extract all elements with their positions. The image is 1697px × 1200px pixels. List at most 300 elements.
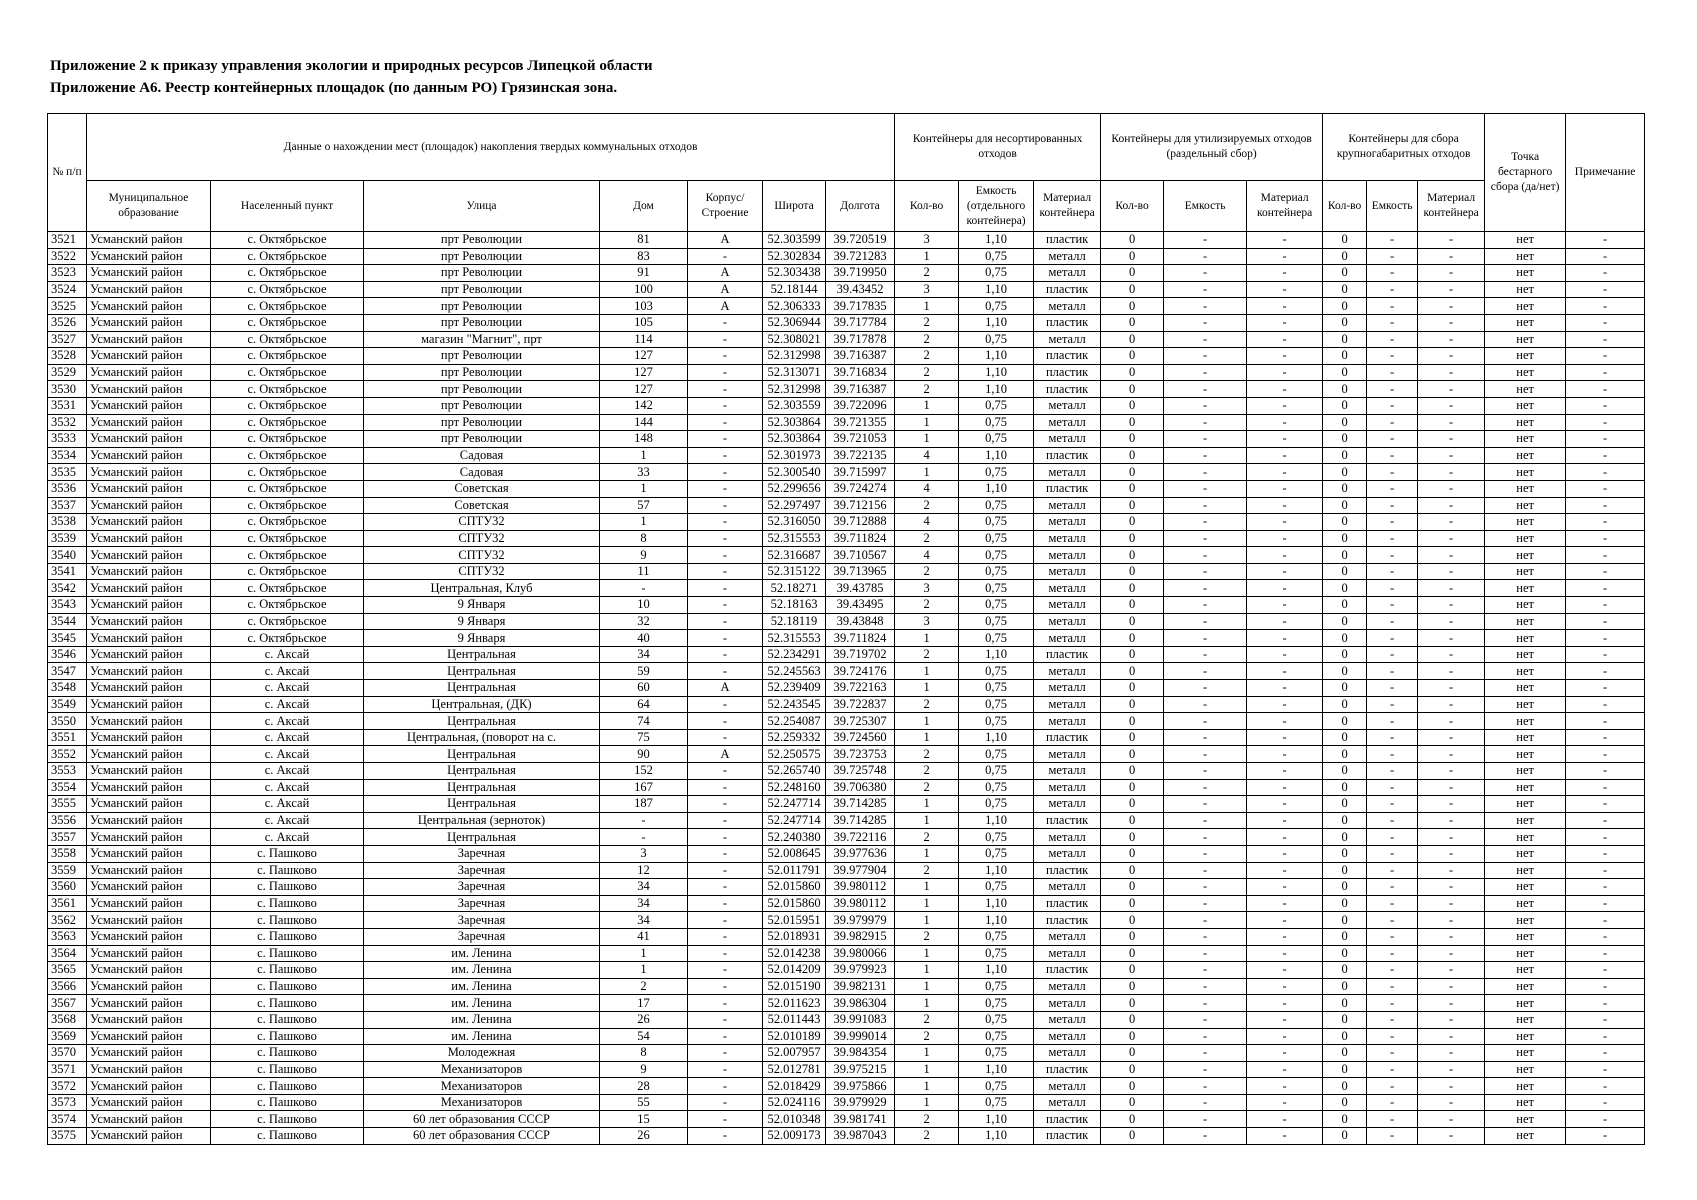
settlement-cell: с. Октябрьское — [211, 248, 364, 265]
recycled-material-cell: - — [1247, 613, 1323, 630]
building-cell: - — [688, 713, 763, 730]
building-cell: - — [688, 1128, 763, 1145]
recycled-capacity-cell: - — [1164, 962, 1247, 979]
table-row — [48, 995, 1645, 1012]
house-cell: 1 — [600, 480, 688, 497]
unsorted-count-cell: 2 — [895, 1011, 959, 1028]
num-cell: 3563 — [48, 928, 87, 945]
bulky-count-cell: 0 — [1323, 746, 1367, 763]
unsorted-capacity-cell: 0,75 — [959, 845, 1034, 862]
note-cell: - — [1566, 928, 1645, 945]
recycled-material-cell: - — [1247, 1078, 1323, 1095]
bulky-count-cell: 0 — [1323, 845, 1367, 862]
latitude-cell: 52.014238 — [763, 945, 826, 962]
containerless-cell: нет — [1485, 895, 1566, 912]
bulky-material-cell: - — [1418, 746, 1485, 763]
house-cell: 34 — [600, 912, 688, 929]
recycled-capacity-cell: - — [1164, 364, 1247, 381]
bulky-material-cell: - — [1418, 630, 1485, 647]
street-cell: Молодежная — [364, 1045, 600, 1062]
settlement-cell: с. Пашково — [211, 1061, 364, 1078]
house-cell: 91 — [600, 265, 688, 282]
bulky-material-cell: - — [1418, 680, 1485, 697]
table-row — [48, 364, 1645, 381]
latitude-cell: 52.015860 — [763, 895, 826, 912]
recycled-capacity-cell: - — [1164, 945, 1247, 962]
bulky-capacity-cell: - — [1367, 580, 1418, 597]
recycled-capacity-cell: - — [1164, 431, 1247, 448]
header-street: Улица — [364, 181, 600, 232]
recycled-material-cell: - — [1247, 314, 1323, 331]
containerless-cell: нет — [1485, 713, 1566, 730]
table-row — [48, 281, 1645, 298]
unsorted-count-cell: 2 — [895, 696, 959, 713]
municipality-cell: Усманский район — [87, 895, 211, 912]
bulky-count-cell: 0 — [1323, 1128, 1367, 1145]
longitude-cell: 39.721355 — [826, 414, 895, 431]
street-cell: СПТУ32 — [364, 547, 600, 564]
building-cell: - — [688, 348, 763, 365]
recycled-capacity-cell: - — [1164, 680, 1247, 697]
building-cell: А — [688, 265, 763, 282]
municipality-cell: Усманский район — [87, 414, 211, 431]
bulky-material-cell: - — [1418, 646, 1485, 663]
note-cell: - — [1566, 431, 1645, 448]
recycled-material-cell: - — [1247, 945, 1323, 962]
unsorted-count-cell: 2 — [895, 779, 959, 796]
bulky-count-cell: 0 — [1323, 480, 1367, 497]
unsorted-material-cell: металл — [1034, 580, 1101, 597]
house-cell: 3 — [600, 845, 688, 862]
municipality-cell: Усманский район — [87, 514, 211, 531]
municipality-cell: Усманский район — [87, 1128, 211, 1145]
unsorted-capacity-cell: 0,75 — [959, 530, 1034, 547]
unsorted-count-cell: 2 — [895, 1028, 959, 1045]
bulky-material-cell: - — [1418, 563, 1485, 580]
unsorted-count-cell: 1 — [895, 663, 959, 680]
municipality-cell: Усманский район — [87, 1045, 211, 1062]
recycled-count-cell: 0 — [1101, 696, 1164, 713]
header-bulky-group: Контейнеры для сбора крупногабаритных отходов — [1323, 114, 1485, 181]
street-cell: им. Ленина — [364, 962, 600, 979]
note-cell: - — [1566, 796, 1645, 813]
bulky-material-cell: - — [1418, 912, 1485, 929]
latitude-cell: 52.299656 — [763, 480, 826, 497]
unsorted-capacity-cell: 0,75 — [959, 713, 1034, 730]
bulky-capacity-cell: - — [1367, 364, 1418, 381]
house-cell: 2 — [600, 978, 688, 995]
latitude-cell: 52.014209 — [763, 962, 826, 979]
street-cell: прт Революции — [364, 381, 600, 398]
house-cell: 34 — [600, 879, 688, 896]
building-cell: - — [688, 547, 763, 564]
unsorted-count-cell: 4 — [895, 514, 959, 531]
bulky-capacity-cell: - — [1367, 414, 1418, 431]
unsorted-count-cell: 2 — [895, 364, 959, 381]
num-cell: 3541 — [48, 563, 87, 580]
bulky-material-cell: - — [1418, 796, 1485, 813]
bulky-material-cell: - — [1418, 248, 1485, 265]
bulky-material-cell: - — [1418, 331, 1485, 348]
note-cell: - — [1566, 314, 1645, 331]
note-cell: - — [1566, 1128, 1645, 1145]
note-cell: - — [1566, 497, 1645, 514]
recycled-material-cell: - — [1247, 265, 1323, 282]
table-row — [48, 796, 1645, 813]
recycled-material-cell: - — [1247, 1128, 1323, 1145]
building-cell: - — [688, 663, 763, 680]
num-cell: 3566 — [48, 978, 87, 995]
street-cell: 60 лет образования СССР — [364, 1128, 600, 1145]
unsorted-capacity-cell: 1,10 — [959, 480, 1034, 497]
building-cell: - — [688, 962, 763, 979]
recycled-material-cell: - — [1247, 547, 1323, 564]
table-row — [48, 314, 1645, 331]
settlement-cell: с. Аксай — [211, 696, 364, 713]
street-cell: Центральная — [364, 746, 600, 763]
building-cell: - — [688, 1078, 763, 1095]
recycled-material-cell: - — [1247, 912, 1323, 929]
containerless-cell: нет — [1485, 464, 1566, 481]
unsorted-count-cell: 3 — [895, 281, 959, 298]
note-cell: - — [1566, 895, 1645, 912]
latitude-cell: 52.18119 — [763, 613, 826, 630]
recycled-capacity-cell: - — [1164, 746, 1247, 763]
containerless-cell: нет — [1485, 1028, 1566, 1045]
bulky-capacity-cell: - — [1367, 696, 1418, 713]
settlement-cell: с. Пашково — [211, 945, 364, 962]
recycled-count-cell: 0 — [1101, 331, 1164, 348]
longitude-cell: 39.721283 — [826, 248, 895, 265]
recycled-count-cell: 0 — [1101, 597, 1164, 614]
recycled-capacity-cell: - — [1164, 1061, 1247, 1078]
latitude-cell: 52.18163 — [763, 597, 826, 614]
building-cell: - — [688, 829, 763, 846]
recycled-capacity-cell: - — [1164, 1011, 1247, 1028]
unsorted-count-cell: 2 — [895, 497, 959, 514]
recycled-count-cell: 0 — [1101, 978, 1164, 995]
recycled-material-cell: - — [1247, 232, 1323, 249]
unsorted-material-cell: пластик — [1034, 912, 1101, 929]
bulky-count-cell: 0 — [1323, 530, 1367, 547]
bulky-capacity-cell: - — [1367, 879, 1418, 896]
building-cell: - — [688, 381, 763, 398]
header-recycled-material: Материал контейнера — [1247, 181, 1323, 232]
recycled-capacity-cell: - — [1164, 613, 1247, 630]
containerless-cell: нет — [1485, 1094, 1566, 1111]
recycled-material-cell: - — [1247, 1011, 1323, 1028]
street-cell: прт Революции — [364, 414, 600, 431]
unsorted-material-cell: пластик — [1034, 1128, 1101, 1145]
containerless-cell: нет — [1485, 613, 1566, 630]
longitude-cell: 39.723753 — [826, 746, 895, 763]
latitude-cell: 52.015190 — [763, 978, 826, 995]
note-cell: - — [1566, 281, 1645, 298]
bulky-material-cell: - — [1418, 397, 1485, 414]
table-row — [48, 1128, 1645, 1145]
latitude-cell: 52.018931 — [763, 928, 826, 945]
unsorted-count-cell: 1 — [895, 713, 959, 730]
latitude-cell: 52.302834 — [763, 248, 826, 265]
house-cell: 83 — [600, 248, 688, 265]
recycled-material-cell: - — [1247, 978, 1323, 995]
num-cell: 3553 — [48, 763, 87, 780]
unsorted-material-cell: металл — [1034, 763, 1101, 780]
building-cell: - — [688, 646, 763, 663]
num-cell: 3522 — [48, 248, 87, 265]
table-row — [48, 829, 1645, 846]
recycled-material-cell: - — [1247, 480, 1323, 497]
bulky-count-cell: 0 — [1323, 248, 1367, 265]
recycled-capacity-cell: - — [1164, 1045, 1247, 1062]
unsorted-material-cell: металл — [1034, 1094, 1101, 1111]
num-cell: 3567 — [48, 995, 87, 1012]
note-cell: - — [1566, 547, 1645, 564]
unsorted-capacity-cell: 0,75 — [959, 779, 1034, 796]
house-cell: 74 — [600, 713, 688, 730]
recycled-capacity-cell: - — [1164, 713, 1247, 730]
unsorted-count-cell: 1 — [895, 680, 959, 697]
note-cell: - — [1566, 812, 1645, 829]
recycled-material-cell: - — [1247, 1028, 1323, 1045]
house-cell: - — [600, 829, 688, 846]
bulky-count-cell: 0 — [1323, 613, 1367, 630]
recycled-material-cell: - — [1247, 1061, 1323, 1078]
settlement-cell: с. Аксай — [211, 646, 364, 663]
bulky-capacity-cell: - — [1367, 962, 1418, 979]
municipality-cell: Усманский район — [87, 663, 211, 680]
latitude-cell: 52.024116 — [763, 1094, 826, 1111]
num-cell: 3537 — [48, 497, 87, 514]
bulky-count-cell: 0 — [1323, 547, 1367, 564]
unsorted-material-cell: пластик — [1034, 1061, 1101, 1078]
latitude-cell: 52.239409 — [763, 680, 826, 697]
unsorted-capacity-cell: 0,75 — [959, 1028, 1034, 1045]
latitude-cell: 52.015860 — [763, 879, 826, 896]
unsorted-capacity-cell: 0,75 — [959, 696, 1034, 713]
recycled-material-cell: - — [1247, 713, 1323, 730]
bulky-material-cell: - — [1418, 314, 1485, 331]
unsorted-capacity-cell: 0,75 — [959, 597, 1034, 614]
bulky-material-cell: - — [1418, 497, 1485, 514]
table-row — [48, 746, 1645, 763]
house-cell: 1 — [600, 447, 688, 464]
street-cell: прт Революции — [364, 348, 600, 365]
longitude-cell: 39.982915 — [826, 928, 895, 945]
recycled-count-cell: 0 — [1101, 713, 1164, 730]
header-bulky-capacity: Емкость — [1367, 181, 1418, 232]
latitude-cell: 52.250575 — [763, 746, 826, 763]
containerless-cell: нет — [1485, 232, 1566, 249]
containerless-cell: нет — [1485, 281, 1566, 298]
recycled-material-cell: - — [1247, 829, 1323, 846]
recycled-count-cell: 0 — [1101, 1011, 1164, 1028]
num-cell: 3554 — [48, 779, 87, 796]
bulky-material-cell: - — [1418, 862, 1485, 879]
note-cell: - — [1566, 563, 1645, 580]
header-unsorted-capacity: Емкость (отдельного контейнера) — [959, 181, 1034, 232]
longitude-cell: 39.706380 — [826, 779, 895, 796]
bulky-capacity-cell: - — [1367, 995, 1418, 1012]
street-cell: 9 Января — [364, 597, 600, 614]
bulky-material-cell: - — [1418, 298, 1485, 315]
unsorted-capacity-cell: 0,75 — [959, 680, 1034, 697]
unsorted-capacity-cell: 0,75 — [959, 995, 1034, 1012]
longitude-cell: 39.716387 — [826, 348, 895, 365]
building-cell: - — [688, 1011, 763, 1028]
municipality-cell: Усманский район — [87, 746, 211, 763]
num-cell: 3536 — [48, 480, 87, 497]
bulky-capacity-cell: - — [1367, 812, 1418, 829]
bulky-count-cell: 0 — [1323, 1045, 1367, 1062]
longitude-cell: 39.716387 — [826, 381, 895, 398]
note-cell: - — [1566, 414, 1645, 431]
unsorted-capacity-cell: 0,75 — [959, 298, 1034, 315]
street-cell: прт Революции — [364, 248, 600, 265]
bulky-count-cell: 0 — [1323, 995, 1367, 1012]
recycled-count-cell: 0 — [1101, 796, 1164, 813]
unsorted-count-cell: 2 — [895, 829, 959, 846]
street-cell: Заречная — [364, 895, 600, 912]
note-cell: - — [1566, 480, 1645, 497]
house-cell: 142 — [600, 397, 688, 414]
bulky-capacity-cell: - — [1367, 431, 1418, 448]
recycled-count-cell: 0 — [1101, 1094, 1164, 1111]
containerless-cell: нет — [1485, 447, 1566, 464]
containerless-cell: нет — [1485, 331, 1566, 348]
recycled-count-cell: 0 — [1101, 729, 1164, 746]
bulky-capacity-cell: - — [1367, 928, 1418, 945]
num-cell: 3542 — [48, 580, 87, 597]
containerless-cell: нет — [1485, 580, 1566, 597]
containerless-cell: нет — [1485, 414, 1566, 431]
settlement-cell: с. Пашково — [211, 845, 364, 862]
building-cell: - — [688, 945, 763, 962]
settlement-cell: с. Пашково — [211, 1111, 364, 1128]
unsorted-material-cell: металл — [1034, 630, 1101, 647]
settlement-cell: с. Октябрьское — [211, 547, 364, 564]
recycled-material-cell: - — [1247, 364, 1323, 381]
bulky-material-cell: - — [1418, 729, 1485, 746]
bulky-count-cell: 0 — [1323, 862, 1367, 879]
bulky-capacity-cell: - — [1367, 331, 1418, 348]
municipality-cell: Усманский район — [87, 680, 211, 697]
note-cell: - — [1566, 879, 1645, 896]
municipality-cell: Усманский район — [87, 630, 211, 647]
unsorted-capacity-cell: 1,10 — [959, 232, 1034, 249]
unsorted-capacity-cell: 0,75 — [959, 879, 1034, 896]
house-cell: 1 — [600, 514, 688, 531]
settlement-cell: с. Октябрьское — [211, 630, 364, 647]
settlement-cell: с. Октябрьское — [211, 298, 364, 315]
table-body — [48, 232, 1645, 1145]
table-row — [48, 397, 1645, 414]
note-cell: - — [1566, 232, 1645, 249]
num-cell: 3572 — [48, 1078, 87, 1095]
unsorted-material-cell: металл — [1034, 613, 1101, 630]
building-cell: - — [688, 414, 763, 431]
num-cell: 3546 — [48, 646, 87, 663]
bulky-material-cell: - — [1418, 663, 1485, 680]
bulky-material-cell: - — [1418, 696, 1485, 713]
unsorted-capacity-cell: 0,75 — [959, 497, 1034, 514]
house-cell: 17 — [600, 995, 688, 1012]
bulky-material-cell: - — [1418, 232, 1485, 249]
unsorted-capacity-cell: 1,10 — [959, 1128, 1034, 1145]
recycled-count-cell: 0 — [1101, 862, 1164, 879]
longitude-cell: 39.724274 — [826, 480, 895, 497]
recycled-capacity-cell: - — [1164, 547, 1247, 564]
house-cell: 57 — [600, 497, 688, 514]
unsorted-count-cell: 1 — [895, 729, 959, 746]
num-cell: 3561 — [48, 895, 87, 912]
bulky-count-cell: 0 — [1323, 348, 1367, 365]
bulky-count-cell: 0 — [1323, 597, 1367, 614]
unsorted-capacity-cell: 1,10 — [959, 646, 1034, 663]
containerless-cell: нет — [1485, 348, 1566, 365]
table-row — [48, 547, 1645, 564]
note-cell: - — [1566, 580, 1645, 597]
bulky-count-cell: 0 — [1323, 431, 1367, 448]
unsorted-capacity-cell: 0,75 — [959, 397, 1034, 414]
unsorted-count-cell: 2 — [895, 563, 959, 580]
recycled-material-cell: - — [1247, 879, 1323, 896]
bulky-count-cell: 0 — [1323, 796, 1367, 813]
bulky-count-cell: 0 — [1323, 464, 1367, 481]
latitude-cell: 52.315553 — [763, 530, 826, 547]
unsorted-capacity-cell: 0,75 — [959, 763, 1034, 780]
bulky-material-cell: - — [1418, 431, 1485, 448]
unsorted-count-cell: 1 — [895, 1061, 959, 1078]
bulky-material-cell: - — [1418, 1111, 1485, 1128]
recycled-capacity-cell: - — [1164, 1028, 1247, 1045]
latitude-cell: 52.300540 — [763, 464, 826, 481]
settlement-cell: с. Пашково — [211, 978, 364, 995]
bulky-capacity-cell: - — [1367, 796, 1418, 813]
bulky-material-cell: - — [1418, 962, 1485, 979]
building-cell: - — [688, 314, 763, 331]
building-cell: А — [688, 680, 763, 697]
settlement-cell: с. Пашково — [211, 962, 364, 979]
settlement-cell: с. Октябрьское — [211, 281, 364, 298]
unsorted-count-cell: 4 — [895, 480, 959, 497]
latitude-cell: 52.313071 — [763, 364, 826, 381]
unsorted-material-cell: металл — [1034, 713, 1101, 730]
bulky-capacity-cell: - — [1367, 232, 1418, 249]
house-cell: 60 — [600, 680, 688, 697]
unsorted-count-cell: 1 — [895, 895, 959, 912]
unsorted-material-cell: пластик — [1034, 314, 1101, 331]
recycled-capacity-cell: - — [1164, 530, 1247, 547]
recycled-material-cell: - — [1247, 464, 1323, 481]
house-cell: - — [600, 580, 688, 597]
num-cell: 3524 — [48, 281, 87, 298]
note-cell: - — [1566, 364, 1645, 381]
unsorted-capacity-cell: 0,75 — [959, 945, 1034, 962]
municipality-cell: Усманский район — [87, 713, 211, 730]
bulky-count-cell: 0 — [1323, 281, 1367, 298]
unsorted-capacity-cell: 0,75 — [959, 829, 1034, 846]
recycled-material-cell: - — [1247, 530, 1323, 547]
longitude-cell: 39.717878 — [826, 331, 895, 348]
bulky-capacity-cell: - — [1367, 248, 1418, 265]
house-cell: 81 — [600, 232, 688, 249]
bulky-capacity-cell: - — [1367, 514, 1418, 531]
longitude-cell: 39.977904 — [826, 862, 895, 879]
longitude-cell: 39.979923 — [826, 962, 895, 979]
bulky-material-cell: - — [1418, 530, 1485, 547]
street-cell: Заречная — [364, 845, 600, 862]
